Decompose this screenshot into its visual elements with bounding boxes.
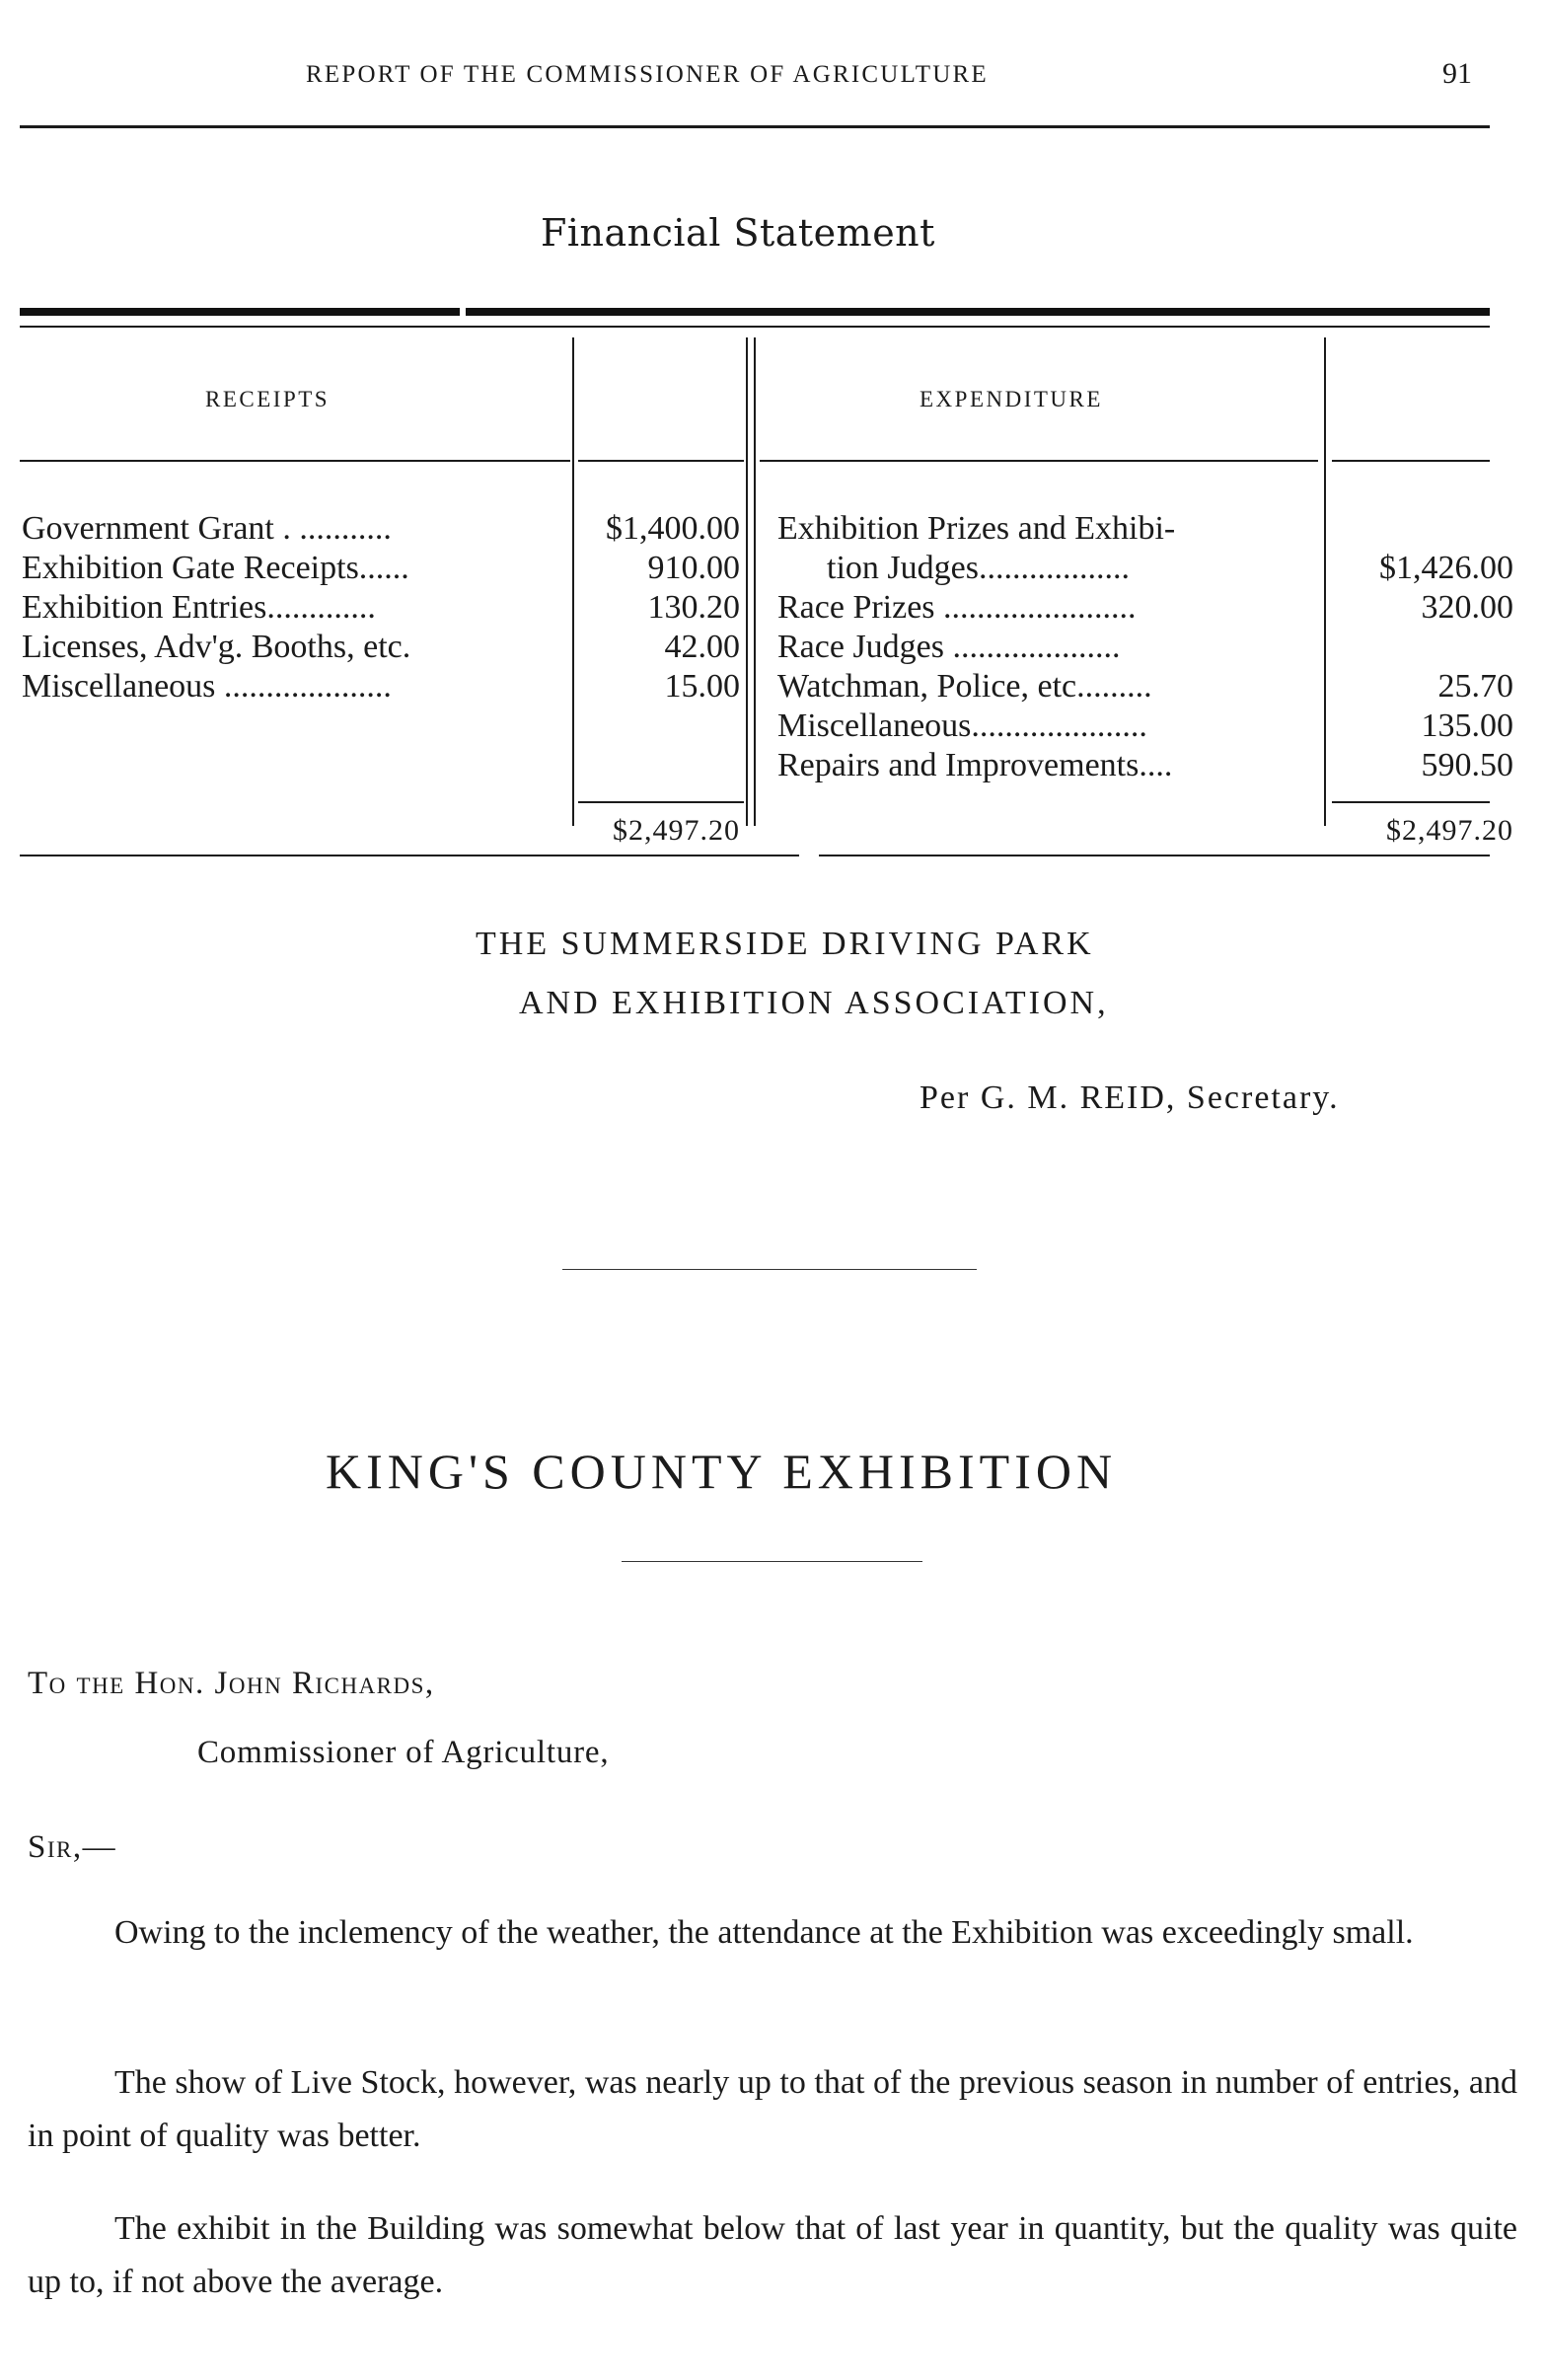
table-column-divider [754, 337, 756, 826]
table-column-divider [572, 337, 574, 826]
body-paragraph: The exhibit in the Building was somewhat below that of last year in quantity, but the quality was quite up to, if not above the average. [28, 2210, 1517, 2300]
receipt-label: Exhibition Gate Receipts...... [22, 550, 409, 586]
heavy-rule-left [20, 308, 460, 316]
table-top-rule [20, 326, 1490, 328]
section-divider [562, 1269, 977, 1270]
header-underline [1332, 460, 1490, 462]
association-name-line2: AND EXHIBITION ASSOCIATION, [519, 985, 1109, 1021]
expenditure-label: Repairs and Improvements.... [777, 747, 1173, 783]
expenditure-amount: 135.00 [1421, 707, 1513, 744]
receipts-total: $2,497.20 [613, 814, 740, 847]
table-column-divider [1324, 337, 1326, 826]
table-bottom-rule [20, 855, 799, 856]
sum-rule [1332, 801, 1490, 803]
heavy-rule-right [466, 308, 1490, 316]
header-underline [578, 460, 744, 462]
expenditure-label: Miscellaneous..................... [777, 707, 1147, 744]
title-divider [622, 1561, 922, 1562]
running-header: REPORT OF THE COMMISSIONER OF AGRICULTURE [306, 61, 989, 88]
receipt-amount: 15.00 [664, 668, 740, 705]
expenditure-amount: $1,426.00 [1379, 550, 1513, 586]
association-name-line1: THE SUMMERSIDE DRIVING PARK [476, 926, 1094, 962]
expenditure-amount: 25.70 [1437, 668, 1513, 705]
receipt-label: Exhibition Entries............. [22, 589, 376, 626]
receipt-label: Licenses, Adv'g. Booths, etc. [22, 629, 411, 665]
sum-rule [578, 801, 744, 803]
header-rule [20, 125, 1490, 128]
expenditure-label: Watchman, Police, etc......... [777, 668, 1152, 705]
expenditure-amount: 320.00 [1421, 589, 1513, 626]
expenditure-label: Race Judges .................... [777, 629, 1121, 665]
table-column-divider [746, 337, 748, 826]
expenditure-amount: 590.50 [1421, 747, 1513, 783]
expenditure-label: tion Judges.................. [827, 550, 1130, 586]
expenditure-label: Race Prizes ....................... [777, 589, 1137, 626]
receipt-amount: 130.20 [647, 589, 740, 626]
expenditure-total: $2,497.20 [1386, 814, 1513, 847]
section-title: KING'S COUNTY EXHIBITION [326, 1444, 1118, 1499]
expenditure-label: Exhibition Prizes and Exhibi- [777, 510, 1176, 547]
salutation: Sir,— [28, 1829, 117, 1865]
receipt-amount: 910.00 [647, 550, 740, 586]
receipt-label: Miscellaneous .................... [22, 668, 392, 705]
expenditure-heading: EXPENDITURE [920, 387, 1103, 411]
receipts-heading: RECEIPTS [205, 387, 331, 411]
body-paragraph: Owing to the inclemency of the weather, the attendance at the Exhibition was exceedingly small. [114, 1914, 1414, 1951]
receipt-amount: 42.00 [664, 629, 740, 665]
body-paragraph: The show of Live Stock, however, was nearly up to that of the previous season in number of entries, and in point of quality was better. [28, 2064, 1517, 2154]
secretary-signature: Per G. M. REID, Secretary. [920, 1079, 1340, 1116]
address-line-title: Commissioner of Agriculture, [197, 1735, 610, 1770]
financial-statement-title: Financial Statement [541, 211, 935, 255]
header-underline [760, 460, 1318, 462]
receipt-label: Government Grant . ........... [22, 510, 392, 547]
receipt-amount: $1,400.00 [606, 510, 740, 547]
table-bottom-rule [819, 855, 1490, 856]
header-underline [20, 460, 570, 462]
address-line-recipient: To the Hon. John Richards, [28, 1666, 435, 1701]
page-number: 91 [1442, 57, 1472, 90]
